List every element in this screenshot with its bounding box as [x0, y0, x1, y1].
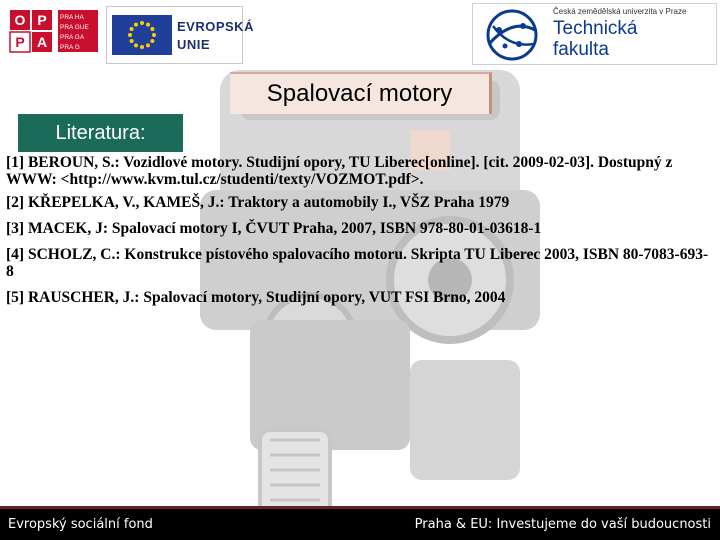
opp-row-2: PRA GUE — [60, 24, 89, 31]
section-label: Literatura: — [55, 121, 146, 144]
opp-letter-a: A — [36, 34, 48, 50]
eu-logo — [106, 6, 254, 64]
opp-row-1: PRA HA — [60, 14, 84, 21]
reference-item: [4] SCHOLZ, C.: Konstrukce pístového spalovacího motoru. Skripta TU Liberec 2003, ISBN 80-7083-693-8 — [6, 246, 709, 280]
opp-letter-o: O — [14, 12, 26, 28]
eu-logo-line1: EVROPSKÁ — [177, 19, 254, 34]
reference-item: [1] BEROUN, S.: Vozidlové motory. Studijní opory, TU Liberec[online]. [cit. 2009-02-03]. Dostupný z WWW: <http://www.kvm.tul.cz/studenti/texty/VOZMOT.pdf>. — [6, 154, 673, 188]
slide-title: Spalovací motory — [266, 80, 453, 107]
reference-item: [3] MACEK, J: Spalovací motory I, ČVUT Praha, 2007, ISBN 978-80-01-03618-1 — [6, 220, 542, 237]
eu-logo-line2: UNIE — [177, 37, 211, 52]
opp-row-3: PRA GA — [60, 34, 85, 41]
faculty-name-line2: fakulta — [553, 39, 609, 60]
reference-list — [6, 154, 712, 315]
opp-row-4: PRA G — [60, 44, 80, 51]
reference-item: [2] KŘEPELKA, V., KAMEŠ, J.: Traktory a automobily I., VŠZ Praha 1979 — [6, 194, 510, 211]
section-label-box — [18, 114, 183, 152]
faculty-name-line1: Technická — [553, 18, 638, 39]
slide-title-box — [230, 72, 492, 114]
footer-left-text: Evropský sociální fond — [8, 517, 153, 532]
technicka-fakulta-logo — [472, 3, 717, 65]
opp-praha-logo — [8, 8, 103, 58]
university-name: Česká zemědělská univerzita v Praze — [553, 7, 687, 16]
opp-letter-p2: P — [15, 34, 25, 50]
faculty-emblem-icon — [479, 8, 545, 62]
eu-flag-icon — [112, 15, 172, 55]
opp-letter-p1: P — [37, 12, 47, 28]
footer-right-text: Praha & EU: Investujeme do vaší budoucnosti — [414, 517, 711, 532]
reference-item: [5] RAUSCHER, J.: Spalovací motory, Studijní opory, VUT FSI Brno, 2004 — [6, 289, 506, 306]
footer-bar — [0, 506, 720, 540]
